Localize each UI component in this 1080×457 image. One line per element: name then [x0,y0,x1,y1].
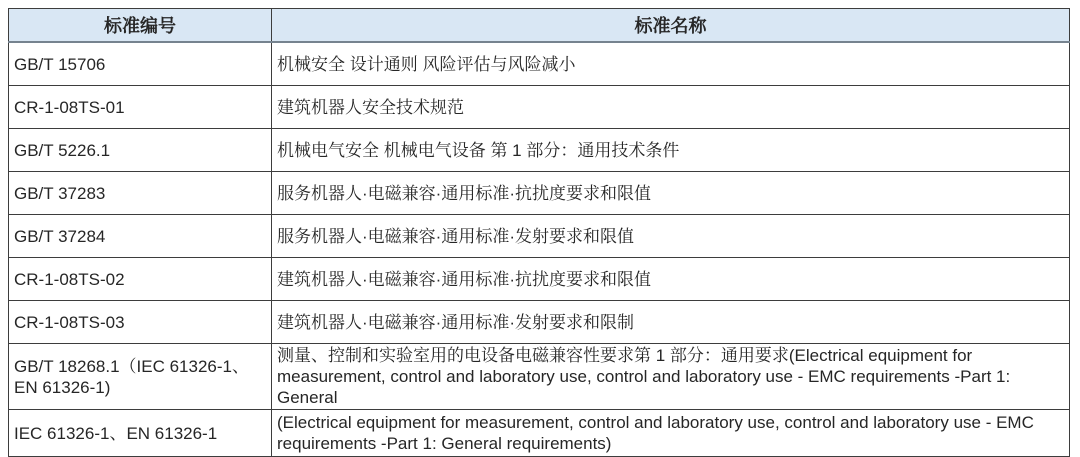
standard-name-cell: 机械电气安全 机械电气设备 第 1 部分：通用技术条件 [272,129,1070,172]
standard-name-cell: 服务机器人·电磁兼容·通用标准·抗扰度要求和限值 [272,172,1070,215]
table-row [9,258,1070,301]
standard-name-cell: 建筑机器人·电磁兼容·通用标准·抗扰度要求和限值 [272,258,1070,301]
table-header-row [9,9,1070,43]
standard-code-cell: CR-1-08TS-03 [9,301,272,344]
table-row [9,215,1070,258]
standard-code-cell: GB/T 37283 [9,172,272,215]
standard-name-cell: 机械安全 设计通则 风险评估与风险减小 [272,42,1070,86]
table-row [9,172,1070,215]
standard-code-cell: GB/T 5226.1 [9,129,272,172]
standard-code-cell: GB/T 18268.1（IEC 61326-1、EN 61326-1) [9,344,272,410]
header-standard-name: 标准名称 [272,9,1070,43]
standard-code-cell: CR-1-08TS-02 [9,258,272,301]
table-row [9,301,1070,344]
standard-code-cell: GB/T 15706 [9,42,272,86]
header-standard-code: 标准编号 [9,9,272,43]
standard-name-cell: 服务机器人·电磁兼容·通用标准·发射要求和限值 [272,215,1070,258]
standard-code-cell: CR-1-08TS-01 [9,86,272,129]
standard-name-cell: (Electrical equipment for measurement, control and laboratory use, control and laboratory use - EMC requirements -Part 1: General requirements) [272,410,1070,457]
table-row [9,344,1070,410]
table-row [9,129,1070,172]
table-body [9,42,1070,457]
standard-name-cell: 测量、控制和实验室用的电设备电磁兼容性要求第 1 部分：通用要求(Electrical equipment for measurement, control and laboratory use, control and laboratory use - EMC requirements -Part 1: General [272,344,1070,410]
standard-name-cell: 建筑机器人·电磁兼容·通用标准·发射要求和限制 [272,301,1070,344]
standards-table [8,8,1070,457]
table-row [9,42,1070,86]
table-row [9,86,1070,129]
table-row [9,410,1070,457]
standard-name-cell: 建筑机器人安全技术规范 [272,86,1070,129]
standard-code-cell: GB/T 37284 [9,215,272,258]
standard-code-cell: IEC 61326-1、EN 61326-1 [9,410,272,457]
